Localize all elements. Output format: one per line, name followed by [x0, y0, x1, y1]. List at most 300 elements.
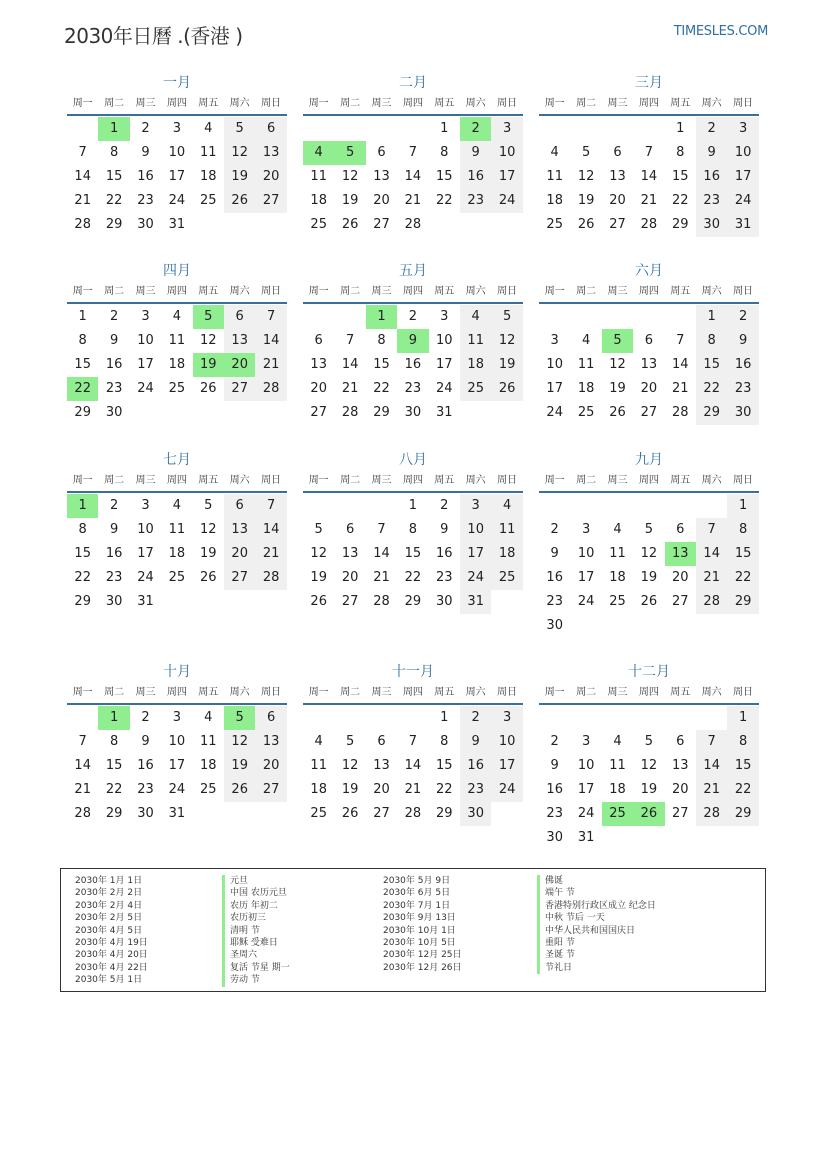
day-cell: 14: [404, 169, 422, 184]
day-cell: 9: [109, 522, 119, 537]
day-cell: 7: [255, 305, 286, 329]
day-cell: 29: [373, 405, 390, 420]
holiday-names-col-1: [222, 875, 290, 987]
weekday-label: 周五: [670, 286, 691, 297]
day-grid: [67, 116, 287, 260]
day-cell: 28: [640, 217, 658, 232]
day-cell: 29: [436, 806, 453, 821]
holiday-day-cell: 1: [98, 706, 129, 730]
month-9: [539, 449, 759, 637]
day-cell: 21: [672, 381, 689, 396]
day-cell: 10: [137, 522, 154, 537]
weekday-label: 周五: [198, 98, 219, 109]
weekday-label: 周三: [135, 475, 156, 486]
day-cell: 7: [377, 522, 386, 537]
holiday-day-cell: 4: [303, 141, 334, 165]
weekday-label: 周日: [733, 475, 754, 486]
holiday-day-cell: 19: [193, 353, 224, 377]
day-cell: 14: [672, 357, 689, 372]
day-cell: 21: [696, 566, 727, 590]
day-cell: 22: [373, 381, 390, 396]
day-cell: 20: [609, 193, 626, 208]
day-cell: 24: [460, 566, 491, 590]
month-6: [539, 260, 759, 448]
day-cell: 31: [137, 594, 154, 609]
day-cell: 28: [672, 405, 689, 420]
day-cell: 8: [440, 145, 449, 160]
day-cell: 8: [727, 518, 758, 542]
day-cell: 4: [613, 734, 622, 749]
day-cell: 3: [460, 494, 491, 518]
day-cell: 1: [78, 309, 87, 324]
day-cell: 18: [200, 169, 217, 184]
holiday-date: 2030年 5月 9日: [383, 876, 451, 886]
day-cell: 6: [377, 734, 386, 749]
weekday-header: [303, 471, 523, 493]
day-cell: 16: [460, 165, 491, 189]
day-cell: 25: [168, 570, 186, 585]
day-cell: 18: [168, 357, 186, 372]
day-cell: 16: [137, 758, 154, 773]
holiday-name: 香港特别行政区成立 纪念日: [537, 900, 656, 912]
holiday-day-cell: 1: [366, 305, 397, 329]
day-cell: 7: [644, 145, 654, 160]
weekday-label: 周四: [166, 687, 187, 698]
day-cell: 30: [137, 217, 154, 232]
day-cell: 30: [546, 618, 563, 633]
day-cell: 25: [200, 782, 217, 797]
day-cell: 17: [727, 165, 758, 189]
day-cell: 26: [224, 189, 255, 213]
day-cell: 19: [577, 193, 595, 208]
month-name: 六月: [635, 263, 663, 279]
day-cell: 3: [141, 498, 150, 513]
holiday-dates-col-1: [75, 875, 148, 987]
day-cell: 7: [78, 734, 87, 749]
weekday-label: 周六: [465, 286, 486, 297]
day-cell: 9: [550, 546, 559, 561]
day-cell: 26: [577, 217, 595, 232]
day-cell: 17: [546, 381, 563, 396]
day-cell: 26: [224, 778, 255, 802]
day-cell: 21: [341, 381, 359, 396]
holiday-date: 2030年 12月 25日: [383, 950, 462, 961]
page-title: 2030年日曆 .(香港 ): [64, 24, 243, 48]
weekday-label: 周一: [308, 286, 329, 297]
month-name: 一月: [163, 75, 191, 91]
month-5: [303, 260, 523, 448]
weekday-label: 周三: [135, 98, 156, 109]
day-cell: 3: [141, 309, 150, 324]
day-cell: 2: [141, 710, 150, 725]
day-cell: 15: [74, 546, 91, 561]
day-cell: 5: [204, 498, 213, 513]
weekday-header: [539, 94, 759, 116]
weekday-label: 周一: [544, 286, 565, 297]
day-cell: 1: [727, 494, 758, 518]
day-cell: 20: [672, 782, 689, 797]
day-cell: 10: [577, 546, 595, 561]
day-cell: 7: [78, 145, 87, 160]
month-name: 五月: [399, 263, 427, 279]
day-cell: 8: [109, 145, 119, 160]
weekday-label: 周日: [733, 687, 754, 698]
day-cell: 5: [314, 522, 323, 537]
day-cell: 30: [137, 806, 154, 821]
day-cell: 31: [577, 830, 595, 845]
day-cell: 17: [577, 782, 595, 797]
day-cell: 24: [491, 778, 522, 802]
day-cell: 4: [613, 522, 622, 537]
day-cell: 9: [727, 329, 758, 353]
weekday-label: 周四: [166, 286, 187, 297]
day-cell: 7: [255, 494, 286, 518]
day-cell: 26: [609, 405, 626, 420]
day-cell: 20: [255, 165, 286, 189]
day-cell: 7: [408, 145, 418, 160]
day-cell: 17: [168, 169, 186, 184]
month-7: [67, 449, 287, 637]
day-cell: 16: [696, 165, 727, 189]
holiday-date: 2030年 12月 26日: [383, 962, 462, 973]
day-cell: 16: [404, 357, 422, 372]
holiday-name: 农历 年初二: [222, 900, 290, 912]
day-cell: 2: [550, 734, 559, 749]
weekday-label: 周六: [701, 286, 722, 297]
weekday-label: 周二: [340, 286, 361, 297]
day-cell: 23: [137, 193, 154, 208]
day-cell: 5: [224, 117, 255, 141]
weekday-label: 周二: [340, 475, 361, 486]
weekday-label: 周六: [229, 475, 250, 486]
day-cell: 28: [404, 806, 422, 821]
day-cell: 23: [546, 594, 563, 609]
day-cell: 21: [640, 193, 658, 208]
day-cell: 10: [727, 141, 758, 165]
day-cell: 8: [676, 145, 685, 160]
holiday-day-cell: 5: [602, 329, 633, 353]
day-cell: 26: [341, 806, 359, 821]
holiday-name: 清明 节: [222, 925, 290, 937]
holiday-name: 端午 节: [537, 887, 656, 899]
day-cell: 14: [74, 758, 91, 773]
day-cell: 15: [404, 546, 422, 561]
month-name: 三月: [635, 75, 663, 91]
day-cell: 26: [640, 594, 658, 609]
weekday-label: 周四: [402, 286, 423, 297]
day-cell: 5: [345, 734, 355, 749]
holiday-date: 2030年 2月 5日: [75, 913, 143, 924]
day-cell: 28: [255, 377, 286, 401]
month-name: 八月: [399, 452, 427, 468]
day-cell: 8: [78, 333, 87, 348]
day-cell: 21: [373, 570, 390, 585]
day-cell: 23: [696, 189, 727, 213]
day-grid: [303, 493, 523, 637]
weekday-header: [303, 683, 523, 705]
day-grid: [303, 304, 523, 448]
day-cell: 22: [74, 570, 91, 585]
day-cell: 13: [224, 518, 255, 542]
day-grid: [539, 493, 759, 637]
day-cell: 20: [672, 570, 689, 585]
day-cell: 4: [460, 305, 491, 329]
weekday-label: 周三: [371, 475, 392, 486]
day-grid: [67, 493, 287, 637]
day-cell: 10: [137, 333, 154, 348]
day-cell: 24: [168, 782, 186, 797]
day-cell: 3: [491, 117, 522, 141]
day-cell: 25: [310, 217, 327, 232]
day-cell: 18: [310, 193, 327, 208]
day-cell: 7: [345, 333, 355, 348]
day-cell: 21: [74, 193, 91, 208]
day-cell: 6: [676, 734, 685, 749]
day-cell: 1: [696, 305, 727, 329]
day-cell: 23: [460, 778, 491, 802]
day-cell: 12: [640, 546, 658, 561]
day-cell: 15: [436, 169, 453, 184]
day-cell: 6: [377, 145, 386, 160]
day-cell: 3: [491, 706, 522, 730]
weekday-label: 周五: [434, 475, 455, 486]
day-cell: 19: [224, 754, 255, 778]
day-cell: 19: [341, 193, 359, 208]
month-4: [67, 260, 287, 448]
weekday-label: 周四: [402, 475, 423, 486]
day-cell: 22: [105, 782, 123, 797]
day-cell: 30: [436, 594, 453, 609]
day-cell: 24: [546, 405, 563, 420]
day-cell: 17: [436, 357, 453, 372]
day-cell: 17: [137, 546, 154, 561]
weekday-label: 周四: [638, 475, 659, 486]
holiday-day-cell: 25: [602, 802, 633, 826]
day-cell: 6: [224, 305, 255, 329]
weekday-label: 周一: [544, 98, 565, 109]
day-cell: 24: [577, 594, 595, 609]
day-cell: 11: [200, 145, 217, 160]
weekday-label: 周三: [607, 98, 628, 109]
day-cell: 2: [141, 121, 150, 136]
day-cell: 4: [581, 333, 591, 348]
weekday-label: 周四: [638, 286, 659, 297]
holiday-day-cell: 2: [460, 117, 491, 141]
weekday-label: 周五: [434, 687, 455, 698]
weekday-label: 周三: [371, 286, 392, 297]
day-cell: 8: [78, 522, 87, 537]
day-cell: 13: [255, 730, 286, 754]
holiday-name: 中国 农历元旦: [222, 887, 290, 899]
weekday-label: 周日: [733, 286, 754, 297]
day-cell: 26: [200, 570, 217, 585]
day-cell: 14: [640, 169, 658, 184]
day-cell: 5: [644, 734, 654, 749]
weekday-header: [539, 683, 759, 705]
day-cell: 16: [137, 169, 154, 184]
holiday-date: 2030年 4月 22日: [75, 962, 148, 973]
day-cell: 19: [341, 782, 359, 797]
day-cell: 20: [373, 782, 390, 797]
month-2: [303, 72, 523, 260]
day-cell: 14: [696, 542, 727, 566]
holiday-name: 劳动 节: [222, 974, 290, 986]
day-cell: 17: [491, 754, 522, 778]
day-cell: 18: [609, 570, 626, 585]
day-cell: 28: [373, 594, 390, 609]
day-cell: 16: [727, 353, 758, 377]
weekday-label: 周二: [104, 286, 125, 297]
weekday-label: 周一: [72, 98, 93, 109]
site-link[interactable]: TIMESLES.COM: [673, 24, 768, 39]
day-cell: 6: [676, 522, 685, 537]
holiday-name: 圣诞 节: [537, 949, 656, 961]
weekday-label: 周二: [340, 687, 361, 698]
month-12: [539, 661, 759, 849]
weekday-label: 周五: [434, 286, 455, 297]
holiday-date: 2030年 4月 19日: [75, 937, 148, 948]
holiday-day-cell: 5: [224, 706, 255, 730]
month-name: 二月: [399, 75, 427, 91]
weekday-label: 周一: [308, 687, 329, 698]
day-cell: 5: [581, 145, 591, 160]
day-cell: 9: [109, 333, 119, 348]
day-cell: 25: [609, 594, 626, 609]
day-cell: 23: [436, 570, 453, 585]
weekday-label: 周二: [576, 286, 597, 297]
day-cell: 22: [727, 566, 758, 590]
weekday-label: 周一: [544, 687, 565, 698]
month-name: 十一月: [392, 664, 434, 680]
day-cell: 24: [577, 806, 595, 821]
holiday-name: 元旦: [222, 875, 290, 887]
weekday-label: 周日: [497, 286, 518, 297]
weekday-label: 周五: [670, 687, 691, 698]
weekday-label: 周四: [166, 98, 187, 109]
day-cell: 6: [345, 522, 355, 537]
day-cell: 10: [460, 518, 491, 542]
day-cell: 13: [255, 141, 286, 165]
day-cell: 2: [460, 706, 491, 730]
day-cell: 18: [609, 782, 626, 797]
day-cell: 11: [609, 758, 626, 773]
day-cell: 29: [696, 401, 727, 425]
day-cell: 24: [727, 189, 758, 213]
day-cell: 26: [341, 217, 359, 232]
weekday-label: 周五: [670, 475, 691, 486]
holiday-day-cell: 20: [224, 353, 255, 377]
weekday-label: 周四: [166, 475, 187, 486]
weekday-label: 周五: [198, 475, 219, 486]
holiday-name: 耶稣 受难日: [222, 937, 290, 949]
day-cell: 29: [74, 405, 91, 420]
holiday-day-cell: 5: [334, 141, 365, 165]
day-cell: 20: [373, 193, 390, 208]
day-cell: 13: [640, 357, 658, 372]
day-cell: 27: [224, 566, 255, 590]
weekday-label: 周二: [104, 98, 125, 109]
day-cell: 21: [404, 193, 422, 208]
month-name: 四月: [163, 263, 191, 279]
day-cell: 3: [581, 522, 591, 537]
day-cell: 19: [200, 546, 217, 561]
day-cell: 28: [696, 802, 727, 826]
day-cell: 30: [727, 401, 758, 425]
day-cell: 9: [460, 141, 491, 165]
day-cell: 27: [609, 217, 626, 232]
day-cell: 12: [609, 357, 626, 372]
holiday-date: 2030年 10月 5日: [383, 937, 456, 948]
day-cell: 21: [404, 782, 422, 797]
day-cell: 13: [310, 357, 327, 372]
day-cell: 18: [168, 546, 186, 561]
day-cell: 18: [577, 381, 595, 396]
day-cell: 27: [255, 778, 286, 802]
month-1: [67, 72, 287, 260]
holiday-names-col-2: [537, 875, 656, 974]
day-cell: 8: [727, 730, 758, 754]
day-cell: 29: [672, 217, 689, 232]
month-11: [303, 661, 523, 849]
day-cell: 26: [200, 381, 217, 396]
day-cell: 4: [314, 734, 323, 749]
day-cell: 16: [546, 570, 563, 585]
day-cell: 15: [105, 169, 123, 184]
day-cell: 4: [204, 121, 213, 136]
day-cell: 20: [640, 381, 658, 396]
month-name: 十月: [163, 664, 191, 680]
weekday-header: [67, 471, 287, 493]
day-cell: 31: [436, 405, 453, 420]
day-cell: 15: [696, 353, 727, 377]
day-cell: 6: [255, 117, 286, 141]
weekday-label: 周日: [261, 286, 282, 297]
weekday-label: 周一: [72, 286, 93, 297]
weekday-label: 周五: [198, 687, 219, 698]
day-cell: 14: [255, 518, 286, 542]
month-name: 七月: [163, 452, 191, 468]
day-cell: 31: [168, 217, 186, 232]
day-cell: 4: [550, 145, 559, 160]
day-cell: 10: [168, 145, 186, 160]
day-cell: 27: [672, 594, 689, 609]
day-cell: 11: [609, 546, 626, 561]
weekday-label: 周五: [198, 286, 219, 297]
day-cell: 27: [224, 377, 255, 401]
day-cell: 13: [341, 546, 359, 561]
day-cell: 16: [105, 546, 123, 561]
day-cell: 7: [696, 730, 727, 754]
day-cell: 21: [696, 778, 727, 802]
day-cell: 25: [546, 217, 563, 232]
day-cell: 6: [314, 333, 323, 348]
day-cell: 8: [696, 329, 727, 353]
weekday-label: 周六: [701, 687, 722, 698]
day-cell: 17: [460, 542, 491, 566]
day-grid: [67, 304, 287, 448]
weekday-label: 周日: [497, 475, 518, 486]
day-cell: 31: [460, 590, 491, 614]
holiday-day-cell: 13: [665, 542, 696, 566]
day-cell: 11: [200, 734, 217, 749]
day-cell: 9: [141, 734, 150, 749]
day-cell: 22: [105, 193, 123, 208]
day-cell: 19: [640, 570, 658, 585]
weekday-label: 周日: [261, 687, 282, 698]
weekday-label: 周日: [497, 98, 518, 109]
day-grid: [67, 705, 287, 849]
month-3: [539, 72, 759, 260]
